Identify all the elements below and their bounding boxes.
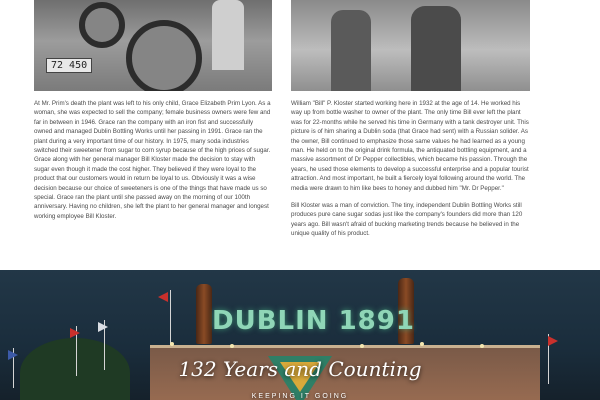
light-bulb (230, 344, 234, 348)
historic-photo-car (34, 0, 272, 91)
license-plate: 72 450 (46, 58, 92, 73)
light-bulb (360, 344, 364, 348)
flag-icon (70, 328, 80, 338)
story-paragraph: Bill Kloster was a man of conviction. The tiny, independent Dublin Bottling Works still produces pure cane sugar sodas just like the company's founders did more than 120 years ago. Bill wasn't afraid of bucking marketing trends because he believed in the unique quality of his product. (291, 202, 523, 238)
story-paragraph: William "Bill" P. Kloster started working here in 1932 at the age of 14. He worked his way up from bottle washer to owner of the plant. The only time Bill ever left the plant was for 22-months while he served his time in Germany with a tank destroyer unit. This picture is of him sharing a Dublin soda (that Grace had sent) with a Russian solider. As the owner, Bill continued to emphasize those same values he had learned as a young man. He held on to the original drink formula, the antiquated bottling equipment, and a massive assortment of Dr Pepper collectibles, which became his passion. Through the years, he used those elements to develop a successful enterprise and a popular tourist attraction. And most important, he built a fiercely loyal following around the world. The media were drawn to him like bees to honey and dubbed him "Mr. Dr Pepper." (291, 100, 529, 192)
story-column-right (291, 99, 531, 247)
banner-subtitle: KEEPING IT GOING (251, 393, 349, 400)
flag-icon (98, 322, 108, 332)
person-figure (411, 6, 461, 91)
light-bulb (480, 344, 484, 348)
light-bulb (420, 342, 424, 346)
person-figure (331, 10, 371, 91)
person-figure (212, 0, 244, 70)
hero-banner (0, 270, 600, 400)
historic-photo-soldiers (291, 0, 530, 91)
car-wheel (79, 2, 125, 48)
flag-icon (158, 292, 168, 302)
story-paragraph: At Mr. Prim's death the plant was left to his only child, Grace Elizabeth Prim Lyon. As a woman, she was expected to sell the company; female business owners were few and far in between in 1946. Grace ran the company with an iron fist and successfully owned and managed Dublin Bottling Works until her passing in 1991. Grace ran the plant during a very important time of our history. In 1975, many soda industries switched their sweetener from sugar to corn syrup because of the high prices of sugar. Grace along with her general manager Bill Kloster made the decision to stay with sugar even though it made the cost higher. They believed if they were loyal to the product that our customers would in return be loyal to us. Obviously it was a wise decision because our choice of sweeteners is one of the things that have made us so special. Grace ran the plant until she passed away on the morning of our 100th anniversary. Having no children, she left the plant to her general manager and longest working employee Bill Kloster. (34, 100, 271, 220)
car-wheel (126, 20, 202, 91)
light-bulb (170, 342, 174, 346)
dublin-sign: DUBLIN 1891 (212, 306, 415, 336)
flag-icon (548, 336, 558, 346)
banner-title: 132 Years and Counting (178, 357, 422, 381)
story-column-left (34, 99, 272, 229)
bottle-left-icon (196, 284, 212, 344)
flag-pole (170, 290, 171, 350)
